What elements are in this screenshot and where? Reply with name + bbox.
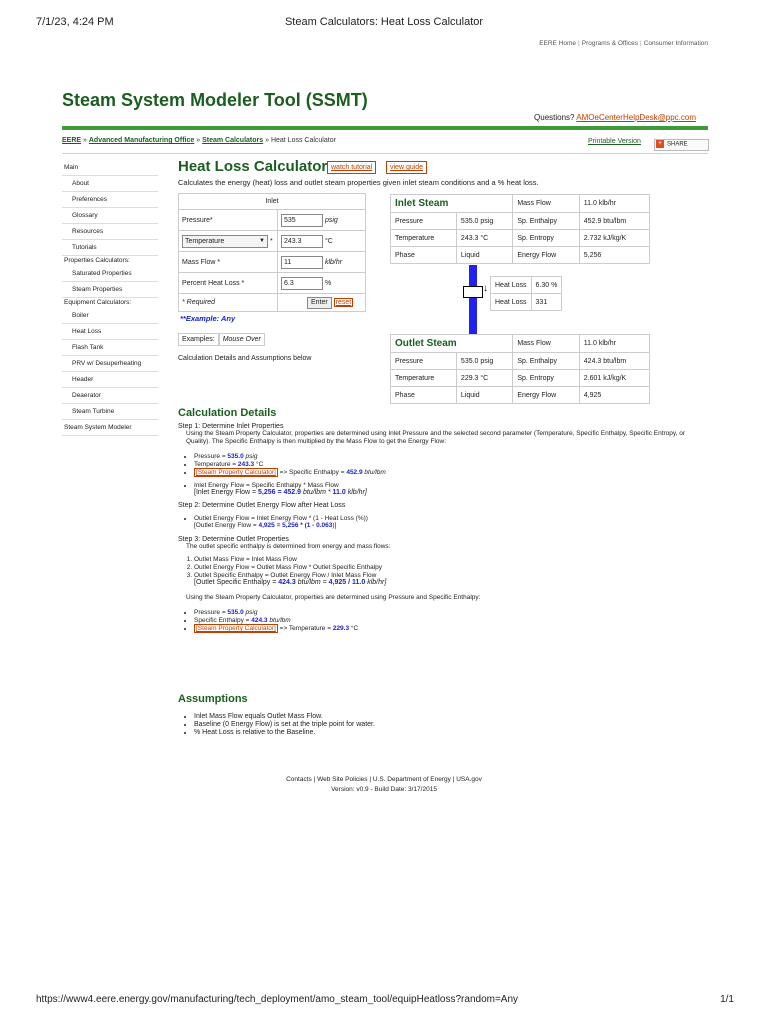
calc-details-title: Calculation Details <box>178 407 277 419</box>
step1-temperature: • Temperature = 243.3 °C <box>194 461 688 468</box>
inlet-steam-table <box>390 194 650 264</box>
sidebar-item-flash-tank[interactable]: Flash Tank <box>62 340 158 356</box>
reset-link[interactable]: reset <box>335 298 352 306</box>
step3-list <box>178 556 688 586</box>
steam-pipe-graphic <box>469 265 477 335</box>
sidebar-nav <box>62 160 158 436</box>
top-link-eere-home[interactable]: EERE Home <box>539 40 577 47</box>
inlet-form-header: Inlet <box>179 194 366 210</box>
heat-loss-cell: Heat Loss <box>491 294 532 311</box>
inlet-steam-cell: Sp. Entropy <box>513 230 579 247</box>
heat-loss-cell: 6.30 % <box>531 277 562 294</box>
enter-button[interactable]: Enter <box>307 297 332 309</box>
outlet-steam-cell: Pressure <box>391 353 457 370</box>
heat-loss-valve-icon <box>463 286 483 298</box>
inlet-steam-cell: 5,256 <box>579 247 649 264</box>
inlet-steam-cell: Liquid <box>456 247 512 264</box>
mass-flow-input[interactable]: 11 <box>281 256 323 269</box>
assumption-item: • Inlet Mass Flow equals Outlet Mass Flow. <box>194 713 375 720</box>
page-title: Heat Loss Calculator <box>178 158 328 175</box>
breadcrumb-amo[interactable]: Advanced Manufacturing Office <box>88 137 195 144</box>
watch-tutorial-link[interactable]: watch tutorial <box>327 161 376 174</box>
step3-note: Using the Steam Property Calculator, properties are determined using Pressure and Specific Enthalpy: <box>186 594 481 601</box>
inlet-steam-row <box>391 213 650 230</box>
footer-link-contacts[interactable]: Contacts <box>286 776 312 783</box>
share-button[interactable] <box>654 139 709 151</box>
step1-text: Using the Steam Property Calculator, properties are determined using Inlet Pressure and the selected second parameter (Temperature, Specific Enthalpy, Specific Entropy, or Quality). The Specific Enthalpy is then multiplied by the Mass Flow to get the Energy Flow: <box>186 430 686 445</box>
inlet-steam-cell: 452.9 btu/lbm <box>579 213 649 230</box>
step3-item: 1. Outlet Mass Flow = Inlet Mass Flow <box>194 556 688 563</box>
inlet-form: Inlet Pressure* 535 psig Temperature ▼ * 243.3 °C Mass Flow * 11 klb/hr Percent Heat Loss * 6.3 % * Required Enter reset <box>178 193 366 312</box>
heat-loss-table <box>490 276 562 311</box>
printable-version-link[interactable]: Printable Version <box>588 138 641 145</box>
assumption-item: • % Heat Loss is relative to the Baseline. <box>194 729 375 736</box>
step2-formula: • Outlet Energy Flow = Inlet Energy Flow * (1 - Heat Loss (%)) [Outlet Energy Flow = 4,925 = 5,256 * (1 - 0.063)] <box>194 515 688 529</box>
pressure-unit: psig <box>324 216 338 224</box>
step2-list <box>178 515 688 529</box>
outlet-steam-title: Outlet Steam <box>395 338 457 349</box>
heat-loss-input[interactable]: 6.3 <box>281 277 323 290</box>
step1-title: Step 1: Determine Inlet Properties <box>178 423 284 430</box>
sidebar-item-main[interactable]: Main <box>62 160 158 176</box>
step3-text: The outlet specific enthalpy is determined from energy and mass flows: <box>186 543 391 550</box>
examples-label: Examples: <box>178 333 219 346</box>
outlet-steam-cell: 4,925 <box>579 387 649 404</box>
step1-pressure: • Pressure = 535.0 psig <box>194 453 688 460</box>
mouse-over-examples[interactable]: Mouse Over <box>219 333 265 346</box>
sidebar-item-tutorials[interactable]: Tutorials <box>62 240 158 256</box>
page-description: Calculates the energy (heat) loss and outlet steam properties given inlet steam conditions and a % heat loss. <box>178 178 539 187</box>
helpdesk-email-link[interactable]: AMOeCenterHelpDesk@ppc.com <box>576 113 696 122</box>
assumptions-list <box>178 713 375 737</box>
breadcrumb-divider <box>62 153 708 154</box>
heat-loss-row <box>491 294 562 311</box>
sidebar-item-steam-system-modeler[interactable]: Steam System Modeler <box>62 420 158 436</box>
sidebar-item-deaerator[interactable]: Deaerator <box>62 388 158 404</box>
app-title: Steam System Modeler Tool (SSMT) <box>62 90 368 110</box>
inlet-steam-cell: Sp. Enthalpy <box>513 213 579 230</box>
outlet-steam-cell: 535.0 psig <box>456 353 512 370</box>
outlet-mass-flow-label: Mass Flow <box>513 335 579 353</box>
example-any-link[interactable]: **Example: Any <box>180 314 236 323</box>
print-url: https://www4.eere.energy.gov/manufacturing/tech_deployment/amo_steam_tool/equipHeatloss?random=Any <box>36 994 519 1005</box>
inlet-steam-cell: 535.0 psig <box>456 213 512 230</box>
step1-energy-list <box>178 482 688 496</box>
inlet-steam-title: Inlet Steam <box>395 198 449 209</box>
footer-version: Version: v0.9 - Build Date: 3/17/2015 <box>331 786 437 793</box>
chevron-down-icon: ▼ <box>259 237 265 244</box>
heat-loss-label: Percent Heat Loss * <box>179 273 278 294</box>
footer-link-doe[interactable]: U.S. Department of Energy <box>372 776 451 783</box>
breadcrumb-current: Heat Loss Calculator <box>270 137 336 144</box>
steam-property-calculator-link[interactable]: [Steam Property Calculator] <box>196 469 276 476</box>
required-note: * Required <box>182 299 216 306</box>
top-link-programs[interactable]: Programs & Offices <box>581 40 638 47</box>
sidebar-item-resources[interactable]: Resources <box>62 224 158 240</box>
step3-temperature: • [Steam Property Calculator] => Temperature = 229.3 °C <box>194 625 688 632</box>
outlet-steam-row <box>391 353 650 370</box>
pressure-label: Pressure* <box>179 210 278 231</box>
site-footer <box>0 776 768 793</box>
assumptions-title: Assumptions <box>178 693 248 705</box>
inlet-steam-cell: Temperature <box>391 230 457 247</box>
heat-loss-arrow-icon: ↓ <box>483 283 488 294</box>
step1-enthalpy: • [Steam Property Calculator] => Specific Enthalpy = 452.9 btu/lbm <box>194 469 688 476</box>
step1-energy-flow: • Inlet Energy Flow = Specific Enthalpy * Mass Flow [Inlet Energy Flow = 5,256 = 452.9 btu/lbm * 11.0 klb/hr] <box>194 482 688 496</box>
inlet-steam-row <box>391 247 650 264</box>
questions <box>534 113 696 122</box>
second-parameter-unit: °C <box>324 237 333 245</box>
step2-title: Step 2: Determine Outlet Energy Flow after Heat Loss <box>178 502 346 509</box>
questions-label: Questions? <box>534 113 575 122</box>
sidebar-item-equipment-calculators: Equipment Calculators: <box>64 299 132 306</box>
step3-pressure: • Pressure = 535.0 psig <box>194 609 688 616</box>
mass-flow-unit: klb/hr <box>324 258 343 266</box>
inlet-steam-cell: Phase <box>391 247 457 264</box>
inlet-steam-cell: Pressure <box>391 213 457 230</box>
outlet-steam-cell: 229.3 °C <box>456 370 512 387</box>
top-link-consumer[interactable]: Consumer Information <box>643 40 708 47</box>
breadcrumb-steam-calculators[interactable]: Steam Calculators <box>202 137 264 144</box>
sidebar-item-boiler[interactable]: Boiler <box>62 308 158 324</box>
footer-link-policies[interactable]: Web Site Policies <box>317 776 368 783</box>
calc-details-note: Calculation Details and Assumptions below <box>178 355 312 362</box>
heat-loss-cell: Heat Loss <box>491 277 532 294</box>
outlet-steam-row <box>391 387 650 404</box>
inlet-mass-flow-label: Mass Flow <box>513 195 579 213</box>
second-parameter-value: Temperature <box>185 237 225 245</box>
step1-list <box>178 453 688 476</box>
print-page-number: 1/1 <box>720 994 734 1005</box>
breadcrumb: EERE » Advanced Manufacturing Office » Steam Calculators » Heat Loss Calculator <box>62 137 336 144</box>
heat-loss-row <box>491 277 562 294</box>
outlet-steam-cell: 424.3 btu/lbm <box>579 353 649 370</box>
sidebar-item-about[interactable]: About <box>62 176 158 192</box>
step3-title: Step 3: Determine Outlet Properties <box>178 536 289 543</box>
sidebar-item-preferences[interactable]: Preferences <box>62 192 158 208</box>
second-parameter-select[interactable] <box>182 235 268 248</box>
footer-links: Contacts | Web Site Policies | U.S. Department of Energy | USA.gov <box>286 776 482 783</box>
outlet-steam-cell: 2.601 kJ/kg/K <box>579 370 649 387</box>
outlet-steam-cell: Sp. Enthalpy <box>513 353 579 370</box>
outlet-steam-table <box>390 334 650 404</box>
plus-icon: + <box>657 140 663 147</box>
print-datetime: 7/1/23, 4:24 PM <box>36 16 114 28</box>
sidebar-item-properties-calculators: Properties Calculators: <box>64 257 130 264</box>
breadcrumb-eere[interactable]: EERE <box>62 137 82 144</box>
mass-flow-label: Mass Flow * <box>179 252 278 273</box>
heat-loss-cell: 331 <box>531 294 562 311</box>
sidebar-item-prv-w-desuperheating[interactable]: PRV w/ Desuperheating <box>62 356 158 372</box>
inlet-steam-cell: 2.732 kJ/kg/K <box>579 230 649 247</box>
inlet-steam-cell: 243.3 °C <box>456 230 512 247</box>
sidebar-item-steam-turbine[interactable]: Steam Turbine <box>62 404 158 420</box>
sidebar-item-glossary[interactable]: Glossary <box>62 208 158 224</box>
heat-loss-unit: % <box>324 279 332 287</box>
outlet-steam-cell: Liquid <box>456 387 512 404</box>
step3-props-list <box>178 609 688 632</box>
assumption-item: • Baseline (0 Energy Flow) is set at the triple point for water. <box>194 721 375 728</box>
outlet-steam-row <box>391 370 650 387</box>
step3-enthalpy: • Specific Enthalpy = 424.3 btu/lbm <box>194 617 688 624</box>
second-parameter-input[interactable]: 243.3 <box>281 235 323 248</box>
outlet-steam-cell: Phase <box>391 387 457 404</box>
inlet-mass-flow-value: 11.0 klb/hr <box>579 195 649 213</box>
inlet-steam-row <box>391 230 650 247</box>
sidebar-item-heat-loss[interactable]: Heat Loss <box>62 324 158 340</box>
top-links: EERE Home | Programs & Offices | Consumer Information <box>539 40 708 47</box>
step3-item: 3. Outlet Specific Enthalpy = Outlet Energy Flow / Inlet Mass Flow [Outlet Specific Enthalpy = 424.3 btu/lbm = 4,925 / 11.0 klb/hr] <box>194 572 688 586</box>
inlet-steam-cell: Energy Flow <box>513 247 579 264</box>
steam-property-calculator-link[interactable]: [Steam Property Calculator] <box>196 625 276 632</box>
pressure-input[interactable]: 535 <box>281 214 323 227</box>
step3-item: 2. Outlet Energy Flow = Outlet Mass Flow * Outlet Specific Enthalpy <box>194 564 688 571</box>
view-guide-link[interactable]: view guide <box>386 161 427 174</box>
share-label: SHARE <box>667 141 688 148</box>
outlet-steam-cell: Sp. Entropy <box>513 370 579 387</box>
header-divider <box>62 126 708 130</box>
print-doc-title: Steam Calculators: Heat Loss Calculator <box>284 16 484 28</box>
outlet-steam-cell: Energy Flow <box>513 387 579 404</box>
outlet-mass-flow-value: 11.0 klb/hr <box>579 335 649 353</box>
sidebar-item-header[interactable]: Header <box>62 372 158 388</box>
examples-row <box>178 333 265 346</box>
sidebar-item-saturated-properties[interactable]: Saturated Properties <box>62 266 158 282</box>
outlet-steam-cell: Temperature <box>391 370 457 387</box>
footer-link-usagov[interactable]: USA.gov <box>456 776 482 783</box>
sidebar-item-steam-properties[interactable]: Steam Properties <box>62 282 158 298</box>
calc-details-body <box>178 423 688 633</box>
